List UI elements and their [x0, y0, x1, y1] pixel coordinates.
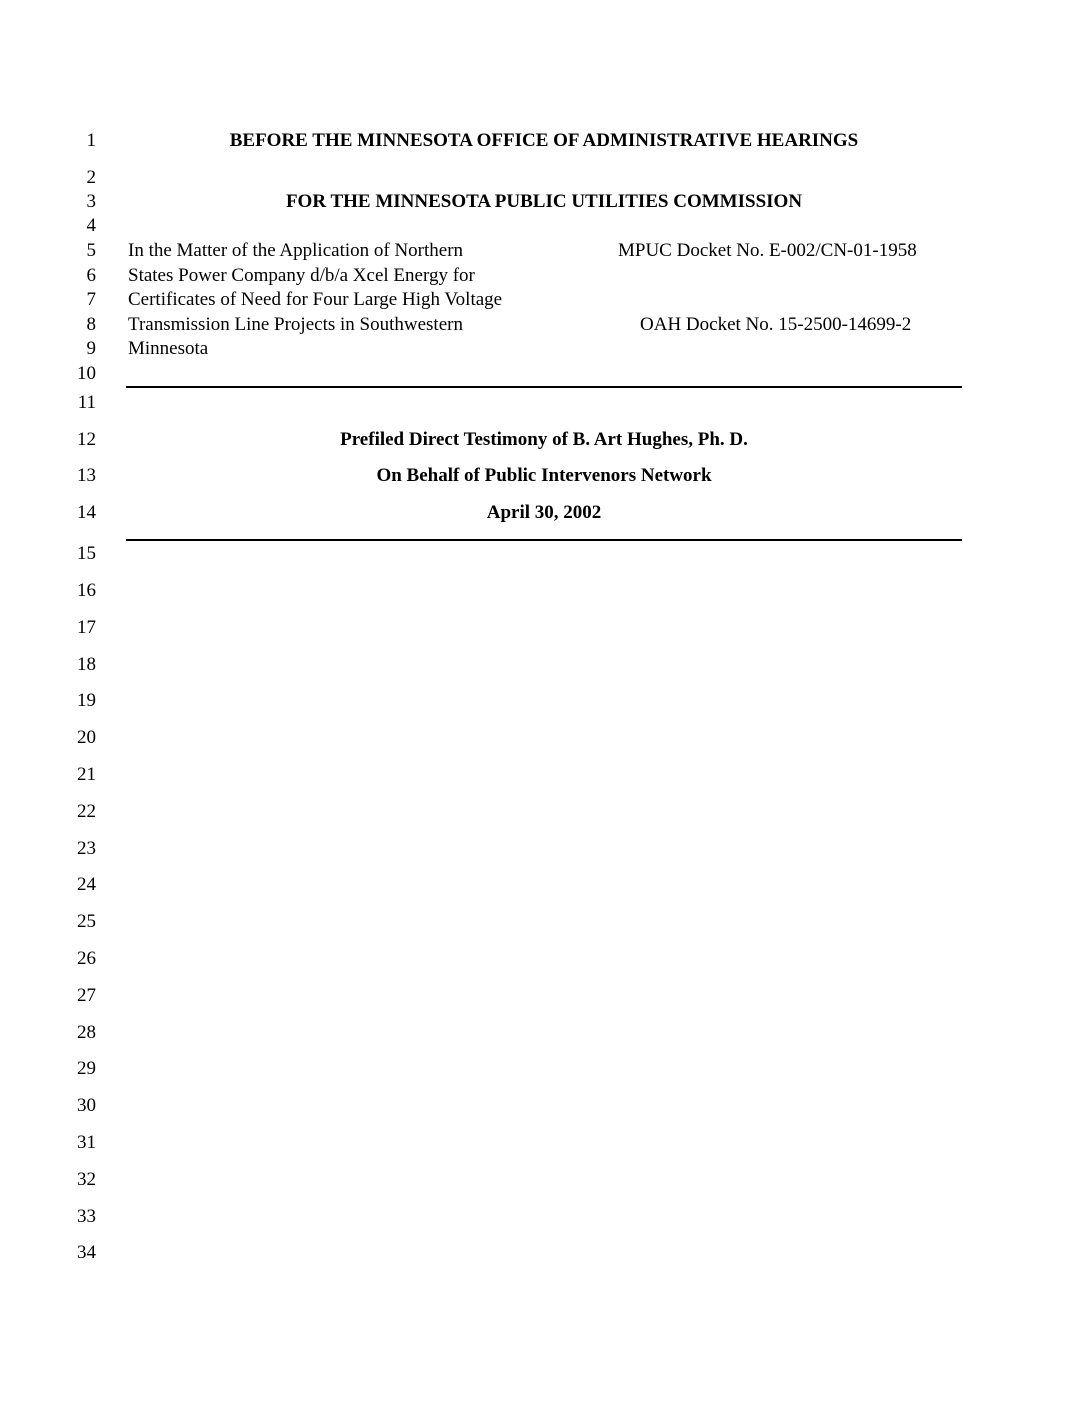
- line-number: 5: [86, 240, 96, 261]
- line-number: 11: [77, 392, 96, 413]
- line-number: 3: [86, 191, 96, 212]
- line-number: 22: [77, 801, 96, 822]
- line-number: 4: [86, 215, 96, 236]
- line-number: 18: [77, 654, 96, 675]
- mpuc-docket-number: MPUC Docket No. E-002/CN-01-1958: [618, 240, 917, 261]
- caption-matter-line: Transmission Line Projects in Southwestern: [128, 314, 463, 335]
- tribunal-heading: BEFORE THE MINNESOTA OFFICE OF ADMINISTRATIVE HEARINGS: [229, 130, 859, 151]
- caption-matter-line: Minnesota: [128, 338, 209, 359]
- line-number: 20: [77, 727, 96, 748]
- line-number: 14: [77, 502, 96, 523]
- line-number: 1: [86, 130, 96, 151]
- line-number: 6: [86, 265, 96, 286]
- line-number: 9: [86, 338, 96, 359]
- line-number: 13: [77, 465, 96, 486]
- line-number: 17: [77, 617, 96, 638]
- line-number: 24: [77, 874, 96, 895]
- line-number: 28: [77, 1022, 96, 1043]
- caption-divider-top: [126, 386, 962, 388]
- line-number: 12: [77, 429, 96, 450]
- line-number: 32: [77, 1169, 96, 1190]
- line-number: 2: [86, 167, 96, 188]
- line-number: 27: [77, 985, 96, 1006]
- line-number: 7: [86, 289, 96, 310]
- line-number: 26: [77, 948, 96, 969]
- caption-matter-line: In the Matter of the Application of Northern: [128, 240, 464, 261]
- testimony-title: Prefiled Direct Testimony of B. Art Hughes, Ph. D.: [340, 429, 748, 450]
- line-number: 25: [77, 911, 96, 932]
- line-number: 33: [77, 1206, 96, 1227]
- line-number: 8: [86, 314, 96, 335]
- line-number: 34: [77, 1242, 96, 1263]
- caption-divider-bottom: [126, 539, 962, 541]
- line-number: 19: [77, 690, 96, 711]
- testimony-on-behalf: On Behalf of Public Intervenors Network: [376, 465, 712, 486]
- testimony-date: April 30, 2002: [486, 502, 602, 523]
- caption-matter-line: States Power Company d/b/a Xcel Energy for: [128, 265, 475, 286]
- caption-matter-line: Certificates of Need for Four Large High Voltage: [128, 289, 503, 310]
- line-number: 23: [77, 838, 96, 859]
- line-number: 30: [77, 1095, 96, 1116]
- line-number: 15: [77, 543, 96, 564]
- line-number: 10: [77, 363, 96, 384]
- line-number: 21: [77, 764, 96, 785]
- line-number: 31: [77, 1132, 96, 1153]
- line-number: 16: [77, 580, 96, 601]
- commission-heading: FOR THE MINNESOTA PUBLIC UTILITIES COMMISSION: [285, 191, 803, 212]
- line-number: 29: [77, 1058, 96, 1079]
- oah-docket-number: OAH Docket No. 15-2500-14699-2: [640, 314, 912, 335]
